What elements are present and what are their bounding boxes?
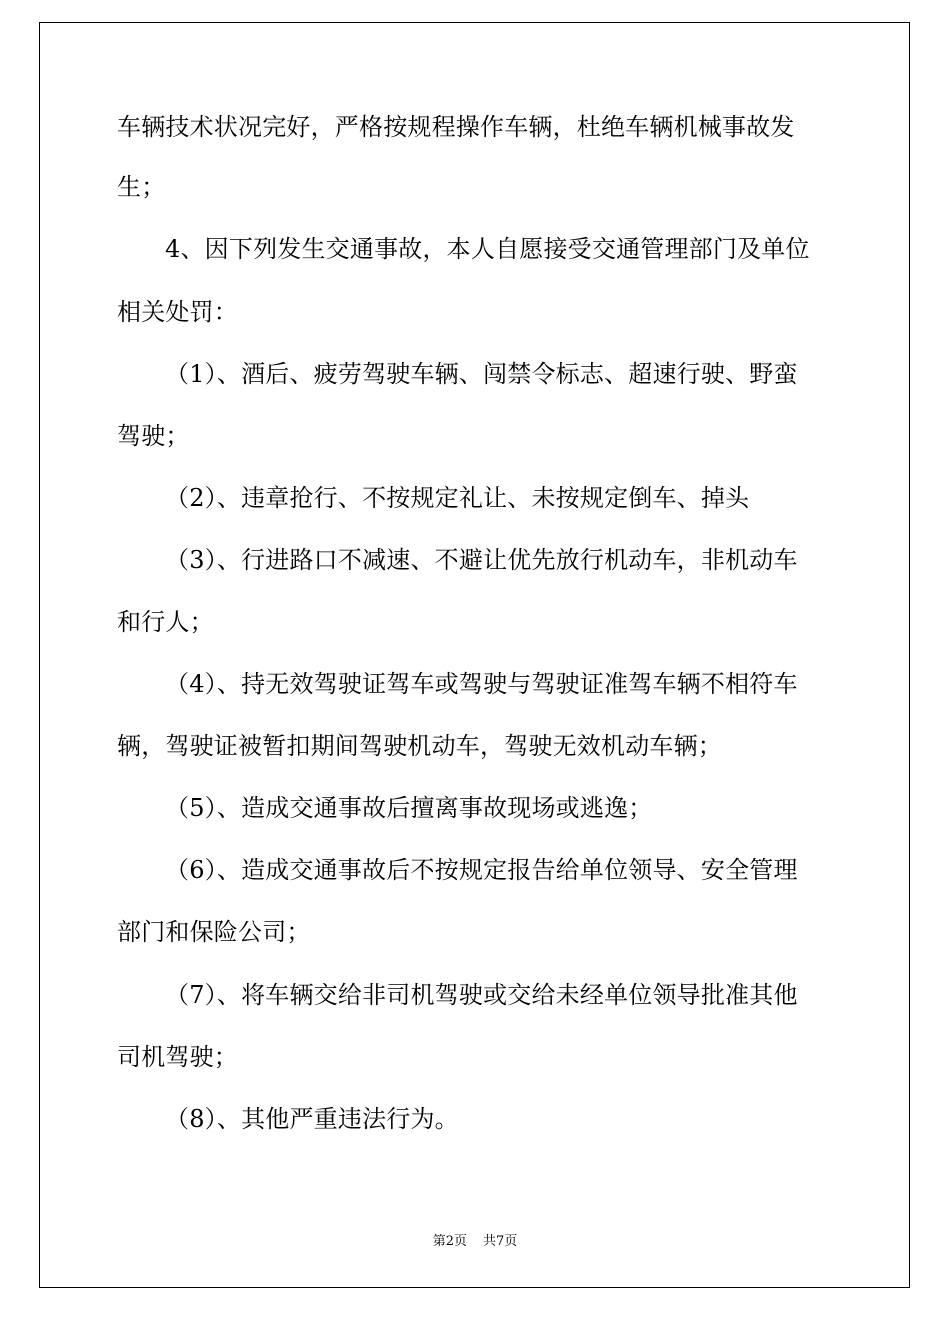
page-footer bbox=[0, 1234, 950, 1250]
text-line: 相关处罚： bbox=[117, 298, 238, 326]
text-line: 生； bbox=[117, 173, 166, 201]
text-line: （1）、酒后、疲劳驾驶车辆、闯禁令标志、超速行驶、野蛮 bbox=[165, 360, 798, 388]
text-line: （7）、将车辆交给非司机驾驶或交给未经单位领导批准其他 bbox=[165, 981, 798, 1009]
text-line: 驾驶； bbox=[117, 422, 190, 450]
text-line: （2）、违章抢行、不按规定礼让、未按规定倒车、掉头 bbox=[165, 484, 750, 512]
text-line: （4）、持无效驾驶证驾车或驾驶与驾驶证准驾车辆不相符车 bbox=[165, 670, 798, 698]
text-line: （6）、造成交通事故后不按规定报告给单位领导、安全管理 bbox=[165, 856, 798, 884]
text-line: 辆，驾驶证被暂扣期间驾驶机动车，驾驶无效机动车辆； bbox=[117, 732, 722, 760]
total-pages: 共7页 bbox=[483, 1234, 518, 1249]
page-number: 第2页 bbox=[432, 1234, 467, 1249]
text-line: 和行人； bbox=[117, 608, 214, 636]
text-line: （3）、行进路口不减速、不避让优先放行机动车，非机动车 bbox=[165, 546, 798, 574]
text-line: 车辆技术状况完好，严格按规程操作车辆，杜绝车辆机械事故发 bbox=[117, 113, 795, 141]
text-line: （5）、造成交通事故后擅离事故现场或逃逸； bbox=[165, 794, 653, 822]
page-border bbox=[39, 22, 910, 1288]
text-line: （8）、其他严重违法行为。 bbox=[165, 1105, 459, 1133]
text-line: 部门和保险公司； bbox=[117, 918, 311, 946]
text-line: 4、因下列发生交通事故，本人自愿接受交通管理部门及单位 bbox=[165, 235, 810, 263]
text-line: 司机驾驶； bbox=[117, 1043, 238, 1071]
